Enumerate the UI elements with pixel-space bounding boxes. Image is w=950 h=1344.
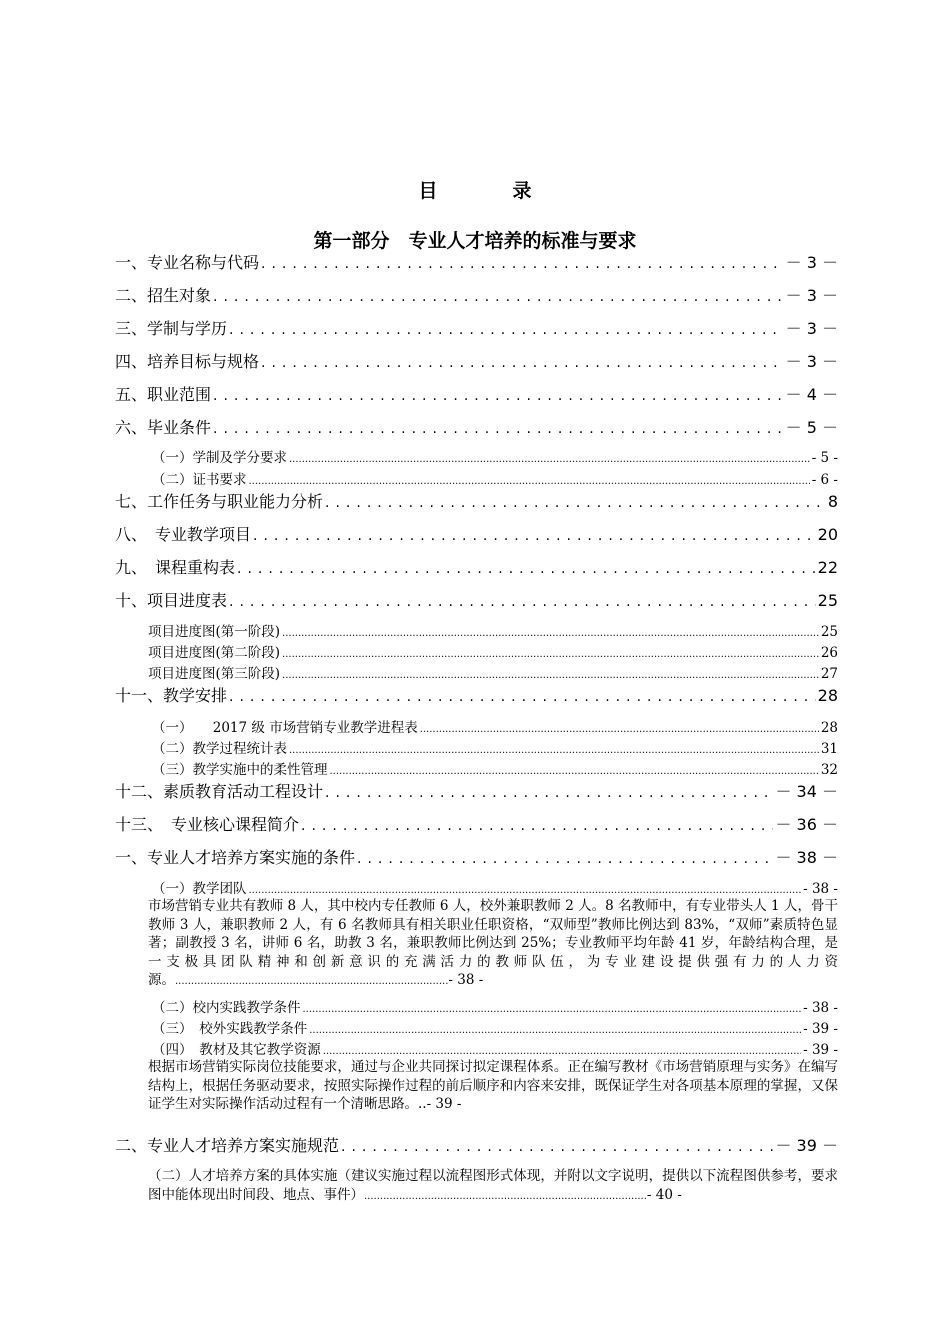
toc-paragraph-entry[interactable] [148, 897, 838, 992]
dot-leader [323, 1046, 801, 1057]
toc-entry[interactable] [115, 522, 838, 545]
toc-subentry[interactable] [148, 641, 838, 661]
dot-leader [249, 885, 802, 896]
toc-entry-page: 22 [817, 558, 838, 577]
toc-entry-page: 20 [817, 525, 838, 544]
toc-entry-page: - 39 - [803, 1042, 838, 1058]
toc-entry-page: ..- 39 - [418, 1096, 462, 1112]
dot-leader [261, 256, 784, 272]
dot-leader [303, 1004, 802, 1015]
toc-subentry[interactable] [152, 758, 838, 778]
toc-entry-text: 根据市场营销实际岗位技能要求，通过与企业共同探讨拟定课程体系。正在编写教材《市场营销原理与实务》在编写结构上，根据任务驱动要求，按照实际操作过程的前后顺序和内容来安排，既保证学生对各项基本原理的掌握，又保证学生对实际操作活动过程有一个清晰思路。 [148, 1059, 838, 1112]
toc-entry[interactable] [115, 382, 838, 405]
toc-entry-text: 项目进度图(第三阶段) [148, 666, 281, 682]
toc-entry-page: － 4 － [785, 385, 838, 404]
toc-subentry[interactable] [152, 1038, 838, 1058]
dot-leader [282, 649, 819, 660]
dot-leader [237, 561, 816, 577]
toc-entry-text: （二）证书要求 [152, 472, 247, 488]
toc-entry-page: - 38 - [803, 1000, 838, 1016]
toc-entry-page: - 38 - [448, 972, 484, 988]
dot-leader [325, 785, 773, 801]
toc-paragraph-entry[interactable] [148, 1167, 838, 1206]
toc-entry-page: 26 [820, 645, 838, 661]
toc-entry-page: - 39 - [803, 1021, 838, 1037]
dot-leader [213, 388, 784, 404]
toc-entry-text: 六、毕业条件 [115, 418, 212, 437]
toc-subentry[interactable] [152, 1017, 838, 1037]
toc-entry-text: （一） 2017 级 市场营销专业教学进程表 [152, 720, 418, 736]
toc-entry-text: 十三、 专业核心课程简介 [115, 815, 300, 834]
toc-entry[interactable] [115, 588, 838, 611]
toc-entry-text: （三）教学实施中的柔性管理 [152, 762, 328, 778]
toc-entry-text: 二、招生对象 [115, 286, 212, 305]
dot-leader [309, 1025, 801, 1036]
toc-entry-page: 25 [817, 591, 838, 610]
dot-leader [282, 628, 819, 639]
toc-entry-text: 九、 课程重构表 [115, 558, 236, 577]
dot-leader [249, 476, 810, 487]
toc-entry-page: 28 [817, 686, 838, 705]
toc-subentry[interactable] [152, 877, 838, 897]
toc-subentry[interactable] [148, 662, 838, 682]
toc-entry-page: 28 [820, 720, 838, 736]
dot-leader [229, 322, 784, 338]
toc-entry-text: （一）教学团队 [152, 881, 247, 897]
dot-leader [325, 495, 826, 511]
toc-entry-page: - 6 - [811, 472, 838, 488]
toc-entry[interactable] [115, 779, 838, 802]
dot-leader [289, 454, 810, 465]
toc-entry-page: - 40 - [646, 1186, 682, 1203]
dot-leader [253, 528, 816, 544]
toc-entry[interactable] [115, 349, 838, 372]
toc-entry-text: 八、 专业教学项目 [115, 525, 252, 544]
toc-entry[interactable] [115, 415, 838, 438]
dot-leader [282, 670, 819, 681]
toc-entry-text: （二）教学过程统计表 [152, 741, 287, 757]
toc-entry-page: - 38 - [803, 881, 838, 897]
toc-entry-page: － 34 － [775, 782, 838, 801]
toc-entry-page: － 3 － [785, 253, 838, 272]
toc-subentry[interactable] [152, 446, 838, 466]
toc-entry-text: （一）学制及学分要求 [152, 450, 287, 466]
toc-entry[interactable] [115, 845, 838, 868]
dot-leader: ...................................................................................... [175, 976, 449, 987]
toc-subentry[interactable] [148, 620, 838, 640]
toc-entry-text: （四） 教材及其它教学资源 [152, 1042, 321, 1058]
toc-entry-page: － 3 － [785, 286, 838, 305]
toc-entry-page: － 38 － [775, 848, 838, 867]
toc-title: 目 录 [418, 180, 560, 202]
toc-entry-text: 市场营销专业共有教师 8 人，其中校内专任教师 6 人，校外兼职教师 2 人。8 名教师中，有专业带头人 1 人，骨干教师 3 人，兼职教师 2 人，有 6 名教师具有相关职业任职资格，“双师型”教师比例达到 83%，“双师”素质特色显著；副教授 3 名，讲师 6 名，助教 3 名，兼职教师比例达到 25%；专业教师平均年龄 41 岁，年龄结构合理，是一支极具团队精神和创新意识的充满活力的教师队伍，为专业建设提供强有力的人力资源。 [148, 898, 838, 988]
toc-entry[interactable] [115, 316, 838, 339]
toc-subentry[interactable] [152, 468, 838, 488]
dot-leader [341, 1139, 773, 1155]
toc-entry-page: － 36 － [775, 815, 838, 834]
toc-entry-page: 8 [827, 492, 838, 511]
toc-entry-page: - 5 - [811, 450, 838, 466]
dot-leader [301, 818, 773, 834]
toc-entry-page: 32 [820, 762, 838, 778]
toc-entry-page: 27 [820, 666, 838, 682]
toc-entry-text: 二、专业人才培养方案实施规范 [115, 1136, 340, 1155]
toc-entry-text: 项目进度图(第二阶段) [148, 645, 281, 661]
toc-entry-text: 三、学制与学历 [115, 319, 228, 338]
part-heading: 第一部分 专业人才培养的标准与要求 [313, 230, 637, 252]
toc-entry-page: － 39 － [775, 1136, 838, 1155]
toc-subentry[interactable] [152, 737, 838, 757]
toc-entry-text: 项目进度图(第一阶段) [148, 624, 281, 640]
toc-entry-text: （三） 校外实践教学条件 [152, 1021, 308, 1037]
toc-entry-text: 十二、素质教育活动工程设计 [115, 782, 324, 801]
toc-subentry[interactable] [152, 716, 838, 736]
toc-entry-text: 十一、教学安排 [115, 686, 228, 705]
toc-entry-page: － 3 － [785, 352, 838, 371]
dot-leader [261, 355, 784, 371]
toc-entry-text: 四、培养目标与规格 [115, 352, 260, 371]
dot-leader [357, 851, 773, 867]
toc-subentry[interactable] [152, 996, 838, 1016]
toc-entry[interactable] [115, 555, 838, 578]
toc-entry-text: （二）人才培养方案的具体实施（建议实施过程以流程图形式体现，并附以文字说明，提供以下流程图供参考，要求图中能体现出时间段、地点、事件） [148, 1168, 838, 1203]
toc-paragraph-entry[interactable] [148, 1058, 838, 1114]
toc-entry-text: 一、专业人才培养方案实施的条件 [115, 848, 356, 867]
toc-entry[interactable] [115, 283, 838, 306]
dot-leader [213, 421, 784, 437]
toc-entry-text: 七、工作任务与职业能力分析 [115, 492, 324, 511]
toc-entry-text: 一、专业名称与代码 [115, 253, 260, 272]
dot-leader [213, 289, 784, 305]
toc-entry-page: － 5 － [785, 418, 838, 437]
toc-entry-page: 25 [820, 624, 838, 640]
dot-leader [330, 766, 819, 777]
dot-leader [289, 745, 819, 756]
toc-entry[interactable] [115, 489, 838, 512]
toc-entry[interactable] [115, 812, 838, 835]
toc-entry-page: 31 [820, 741, 838, 757]
toc-entry-text: 五、职业范围 [115, 385, 212, 404]
toc-entry[interactable] [115, 683, 838, 706]
dot-leader [229, 594, 816, 610]
toc-entry-page: － 3 － [785, 319, 838, 338]
toc-entry[interactable] [115, 1133, 838, 1156]
toc-entry-text: （二）校内实践教学条件 [152, 1000, 301, 1016]
dot-leader [229, 689, 816, 705]
toc-entry-text: 十、项目进度表 [115, 591, 228, 610]
dot-leader: ......................................................................................... [364, 1190, 647, 1202]
toc-entry[interactable] [115, 250, 838, 273]
dot-leader [420, 724, 819, 735]
